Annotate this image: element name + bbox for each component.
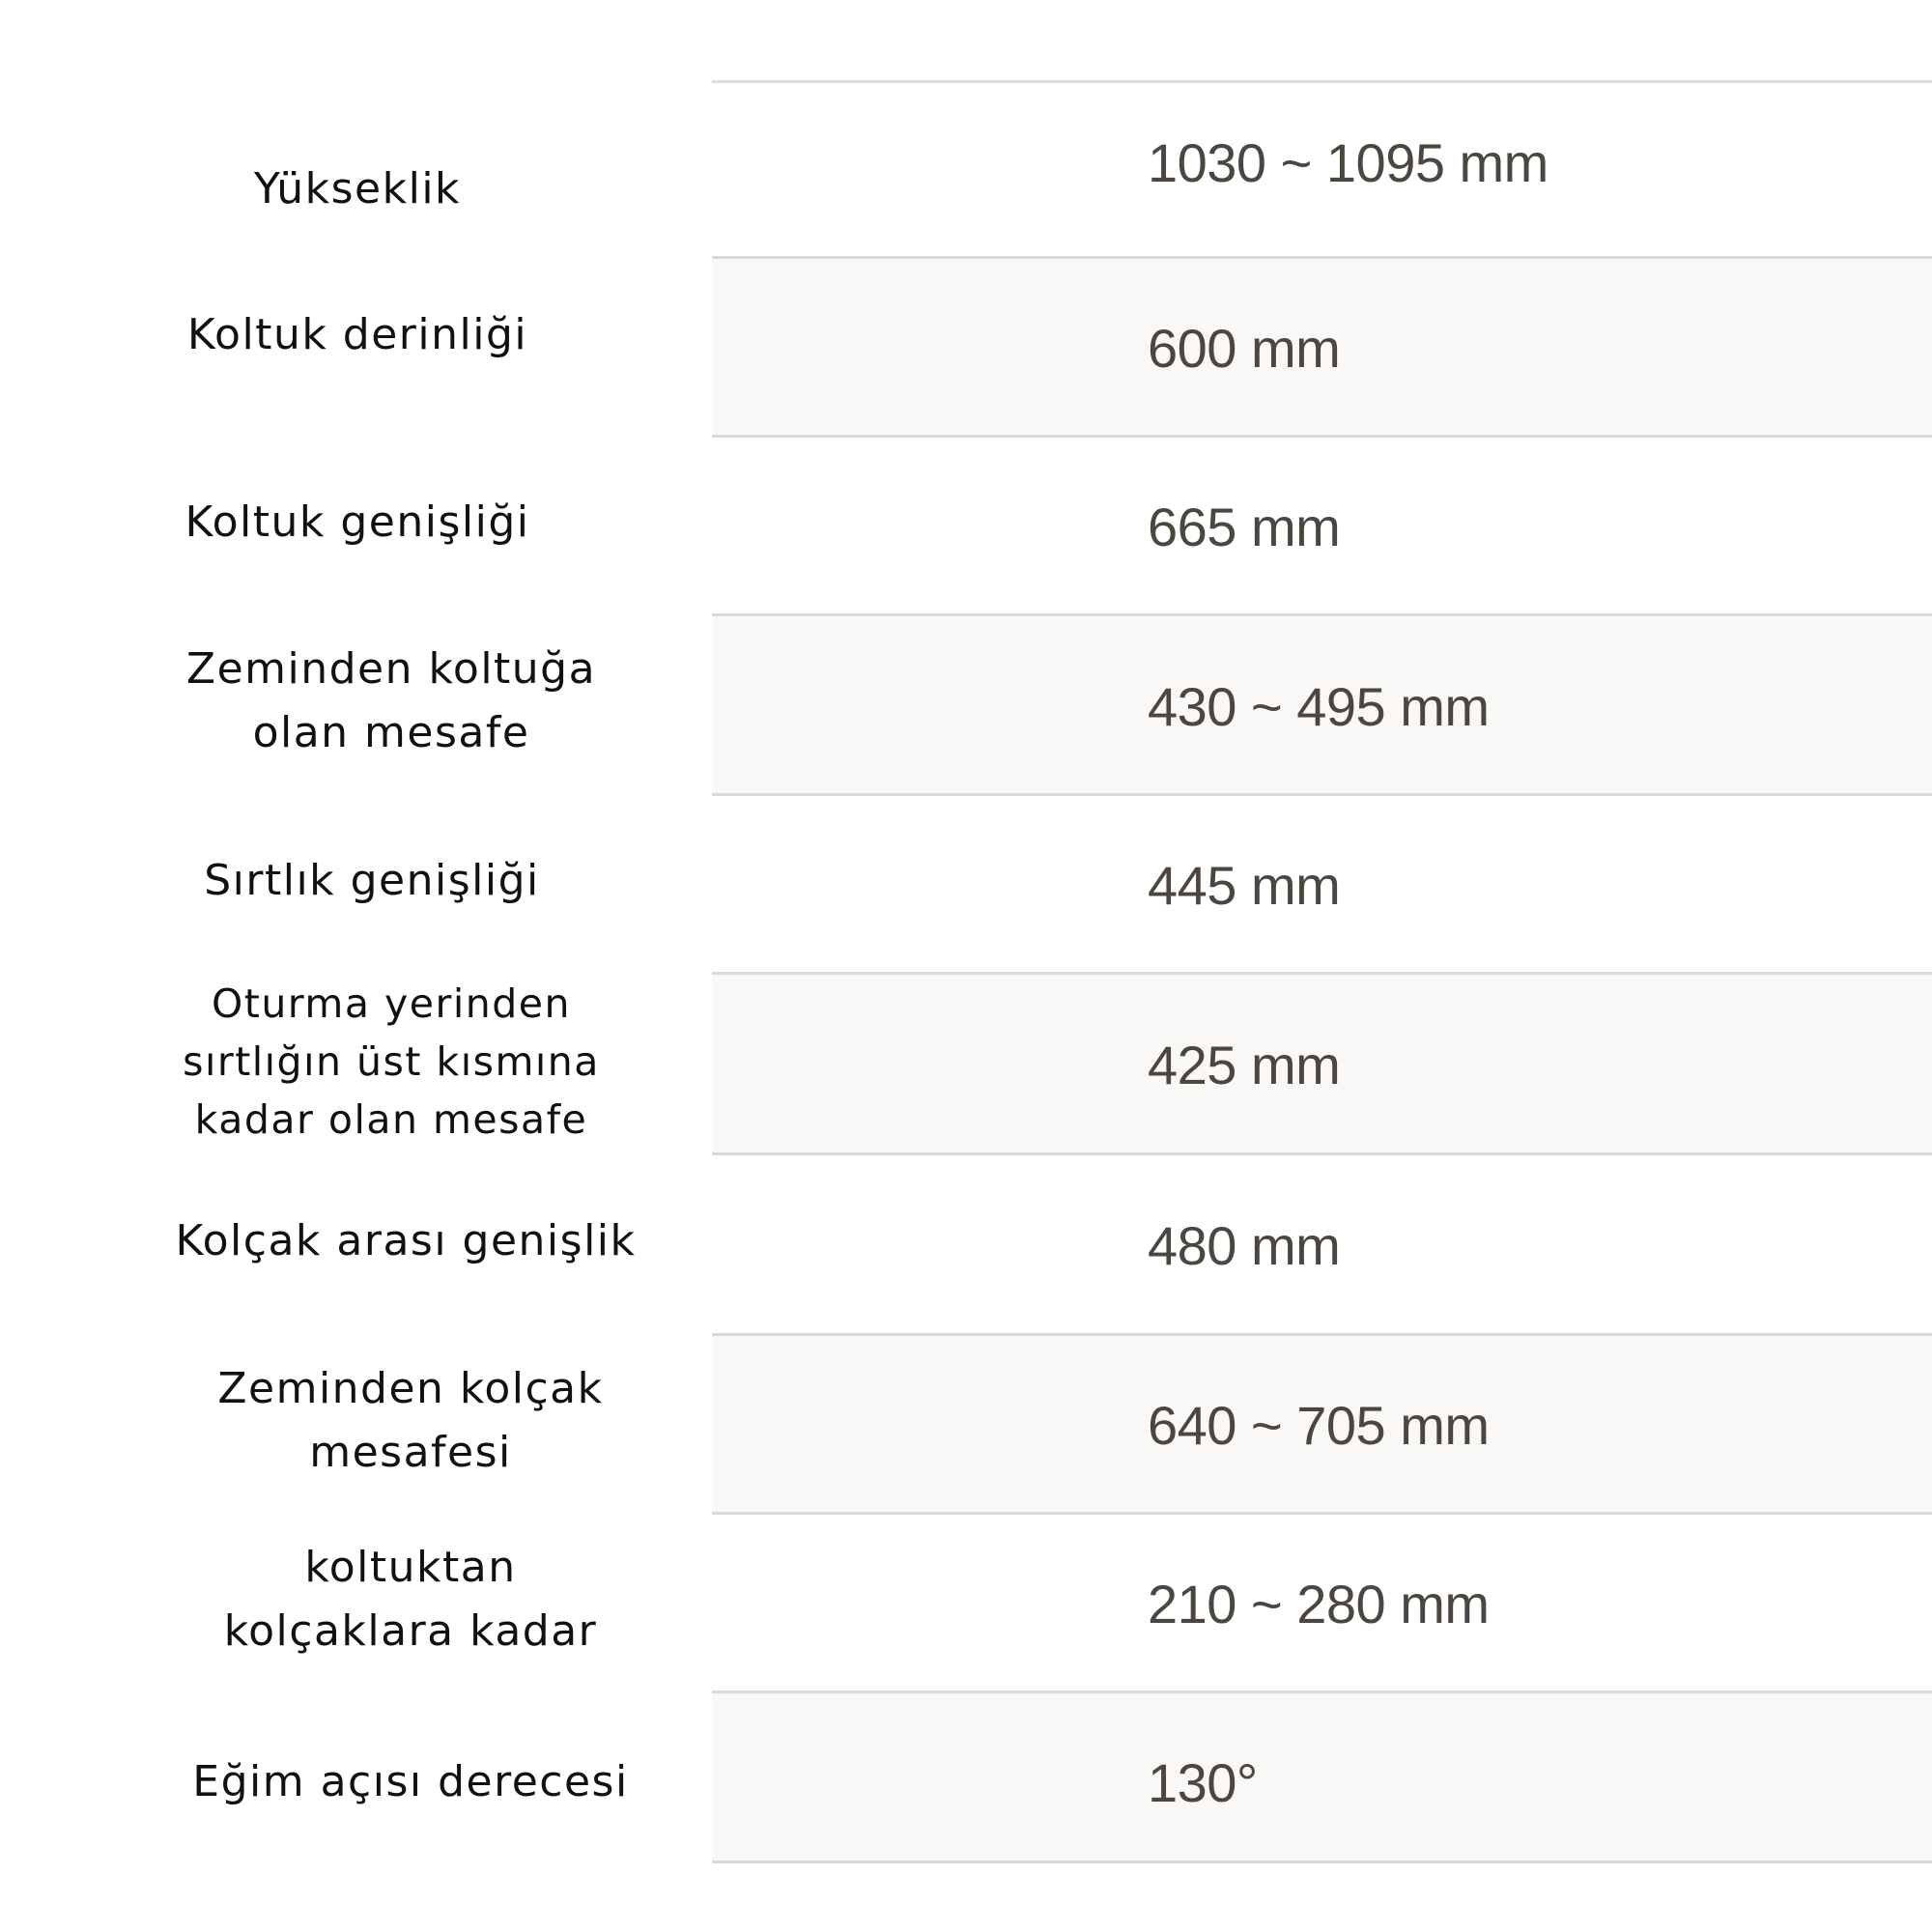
spec-label: Zeminden koltuğa olan mesafe (185, 644, 597, 757)
spec-row-seat-to-armrest (0, 1515, 1932, 1693)
spec-label: Yükseklik (253, 163, 462, 213)
spec-label: Eğim açısı derecesi (192, 1757, 629, 1806)
spec-value: 210 ~ 280 mm (1148, 1574, 1490, 1634)
spec-value: 600 mm (1148, 318, 1341, 379)
spec-value: 665 mm (1148, 497, 1341, 557)
spec-value: 480 mm (1148, 1215, 1341, 1276)
spec-value: 445 mm (1148, 855, 1341, 916)
spec-label: koltuktan kolçaklara kadar (223, 1542, 598, 1656)
spec-row-armrest-spacing (0, 1155, 1932, 1336)
spec-row-recline-angle (0, 1693, 1932, 1863)
spec-value: 430 ~ 495 mm (1148, 675, 1490, 737)
spec-row-backrest-width (0, 796, 1932, 975)
spec-label: Kolçak arası genişlik (175, 1215, 637, 1265)
spec-row-floor-to-armrest (0, 1336, 1932, 1515)
spec-label: Zeminden kolçak mesafesi (217, 1363, 604, 1477)
spec-row-floor-to-seat (0, 616, 1932, 796)
spec-row-height (0, 80, 1932, 259)
spec-row-seat-width (0, 438, 1932, 616)
value-cell (712, 1693, 1932, 1863)
spec-row-seat-to-backrest-top (0, 975, 1932, 1155)
spec-value: 425 mm (1148, 1035, 1341, 1095)
spec-label: Koltuk genişliği (185, 497, 530, 547)
spec-value: 130° (1148, 1751, 1258, 1813)
spec-value: 1030 ~ 1095 mm (1148, 132, 1548, 193)
spec-label: Sırtlık genişliği (204, 855, 540, 905)
spec-label: Oturma yerinden sırtlığın üst kısmına kadar olan mesafe (183, 980, 600, 1143)
spec-row-seat-depth (0, 259, 1932, 438)
spec-label: Koltuk derinliği (186, 309, 528, 359)
spec-value: 640 ~ 705 mm (1148, 1395, 1490, 1456)
